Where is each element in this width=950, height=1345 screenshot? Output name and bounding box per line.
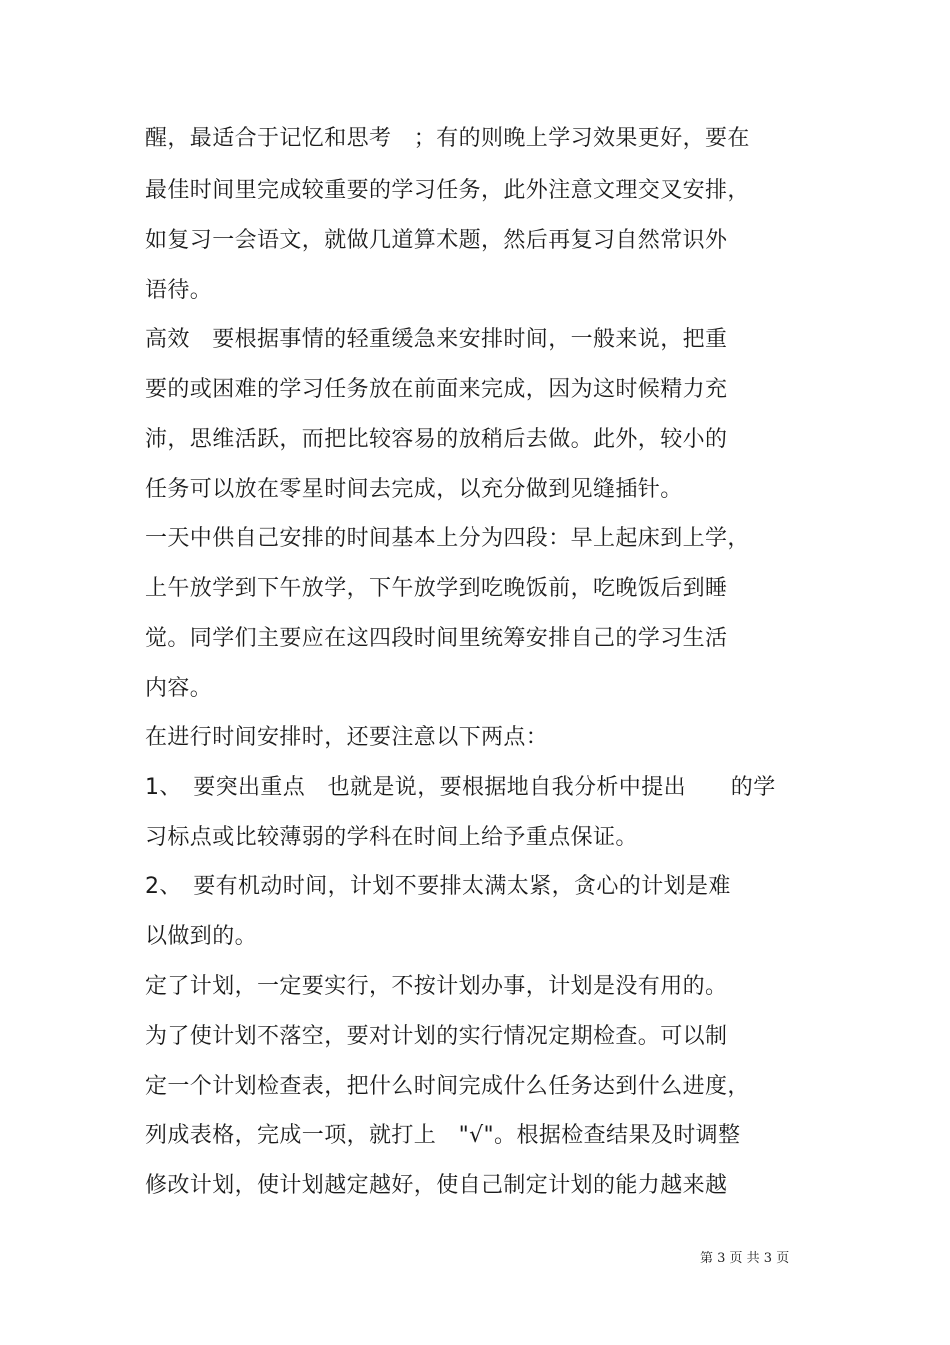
text-line: 习标点或比较薄弱的学科在时间上给予重点保证。 <box>145 825 638 850</box>
text-line: 最佳时间里完成较重要的学习任务，此外注意文理交叉安排， <box>145 178 750 203</box>
text-line: 语待。 <box>145 278 213 303</box>
text-line: 醒，最适合于记忆和思考 ；有的则晚上学习效果更好，要在 <box>145 126 750 151</box>
list-item-1: 1、 要突出重点 也就是说，要根据地自我分析中提出 的学 <box>145 775 776 800</box>
text-line: 列成表格，完成一项，就打上 "√"。根据检查结果及时调整 <box>145 1123 741 1148</box>
text-line: 定了计划，一定要实行，不按计划办事，计划是没有用的。 <box>145 974 728 999</box>
text-line: 一天中供自己安排的时间基本上分为四段：早上起床到上学， <box>145 526 750 551</box>
text-line: 为了使计划不落空，要对计划的实行情况定期检查。可以制 <box>145 1024 728 1049</box>
text-line: 高效 要根据事情的轻重缓急来安排时间，一般来说，把重 <box>145 327 728 352</box>
text-line: 以做到的。 <box>145 924 258 949</box>
text-line: 任务可以放在零星时间去完成，以充分做到见缝插针。 <box>145 477 683 502</box>
text-line: 觉。同学们主要应在这四段时间里统筹安排自己的学习生活 <box>145 626 728 651</box>
list-item-2: 2、 要有机动时间，计划不要排太满太紧，贪心的计划是难 <box>145 874 731 899</box>
text-line: 沛，思维活跃，而把比较容易的放稍后去做。此外，较小的 <box>145 427 728 452</box>
text-line: 要的或困难的学习任务放在前面来完成，因为这时候精力充 <box>145 377 728 402</box>
text-line: 定一个计划检查表，把什么时间完成什么任务达到什么进度， <box>145 1074 750 1099</box>
text-line: 修改计划，使计划越定越好，使自己制定计划的能力越来越 <box>145 1173 728 1198</box>
text-line: 内容。 <box>145 676 213 701</box>
text-line: 上午放学到下午放学，下午放学到吃晚饭前，吃晚饭后到睡 <box>145 576 728 601</box>
text-line: 在进行时间安排时，还要注意以下两点： <box>145 725 549 750</box>
text-line: 如复习一会语文，就做几道算术题，然后再复习自然常识外 <box>145 228 728 253</box>
page-number-footer: 第 3 页 共 3 页 <box>700 1251 790 1266</box>
